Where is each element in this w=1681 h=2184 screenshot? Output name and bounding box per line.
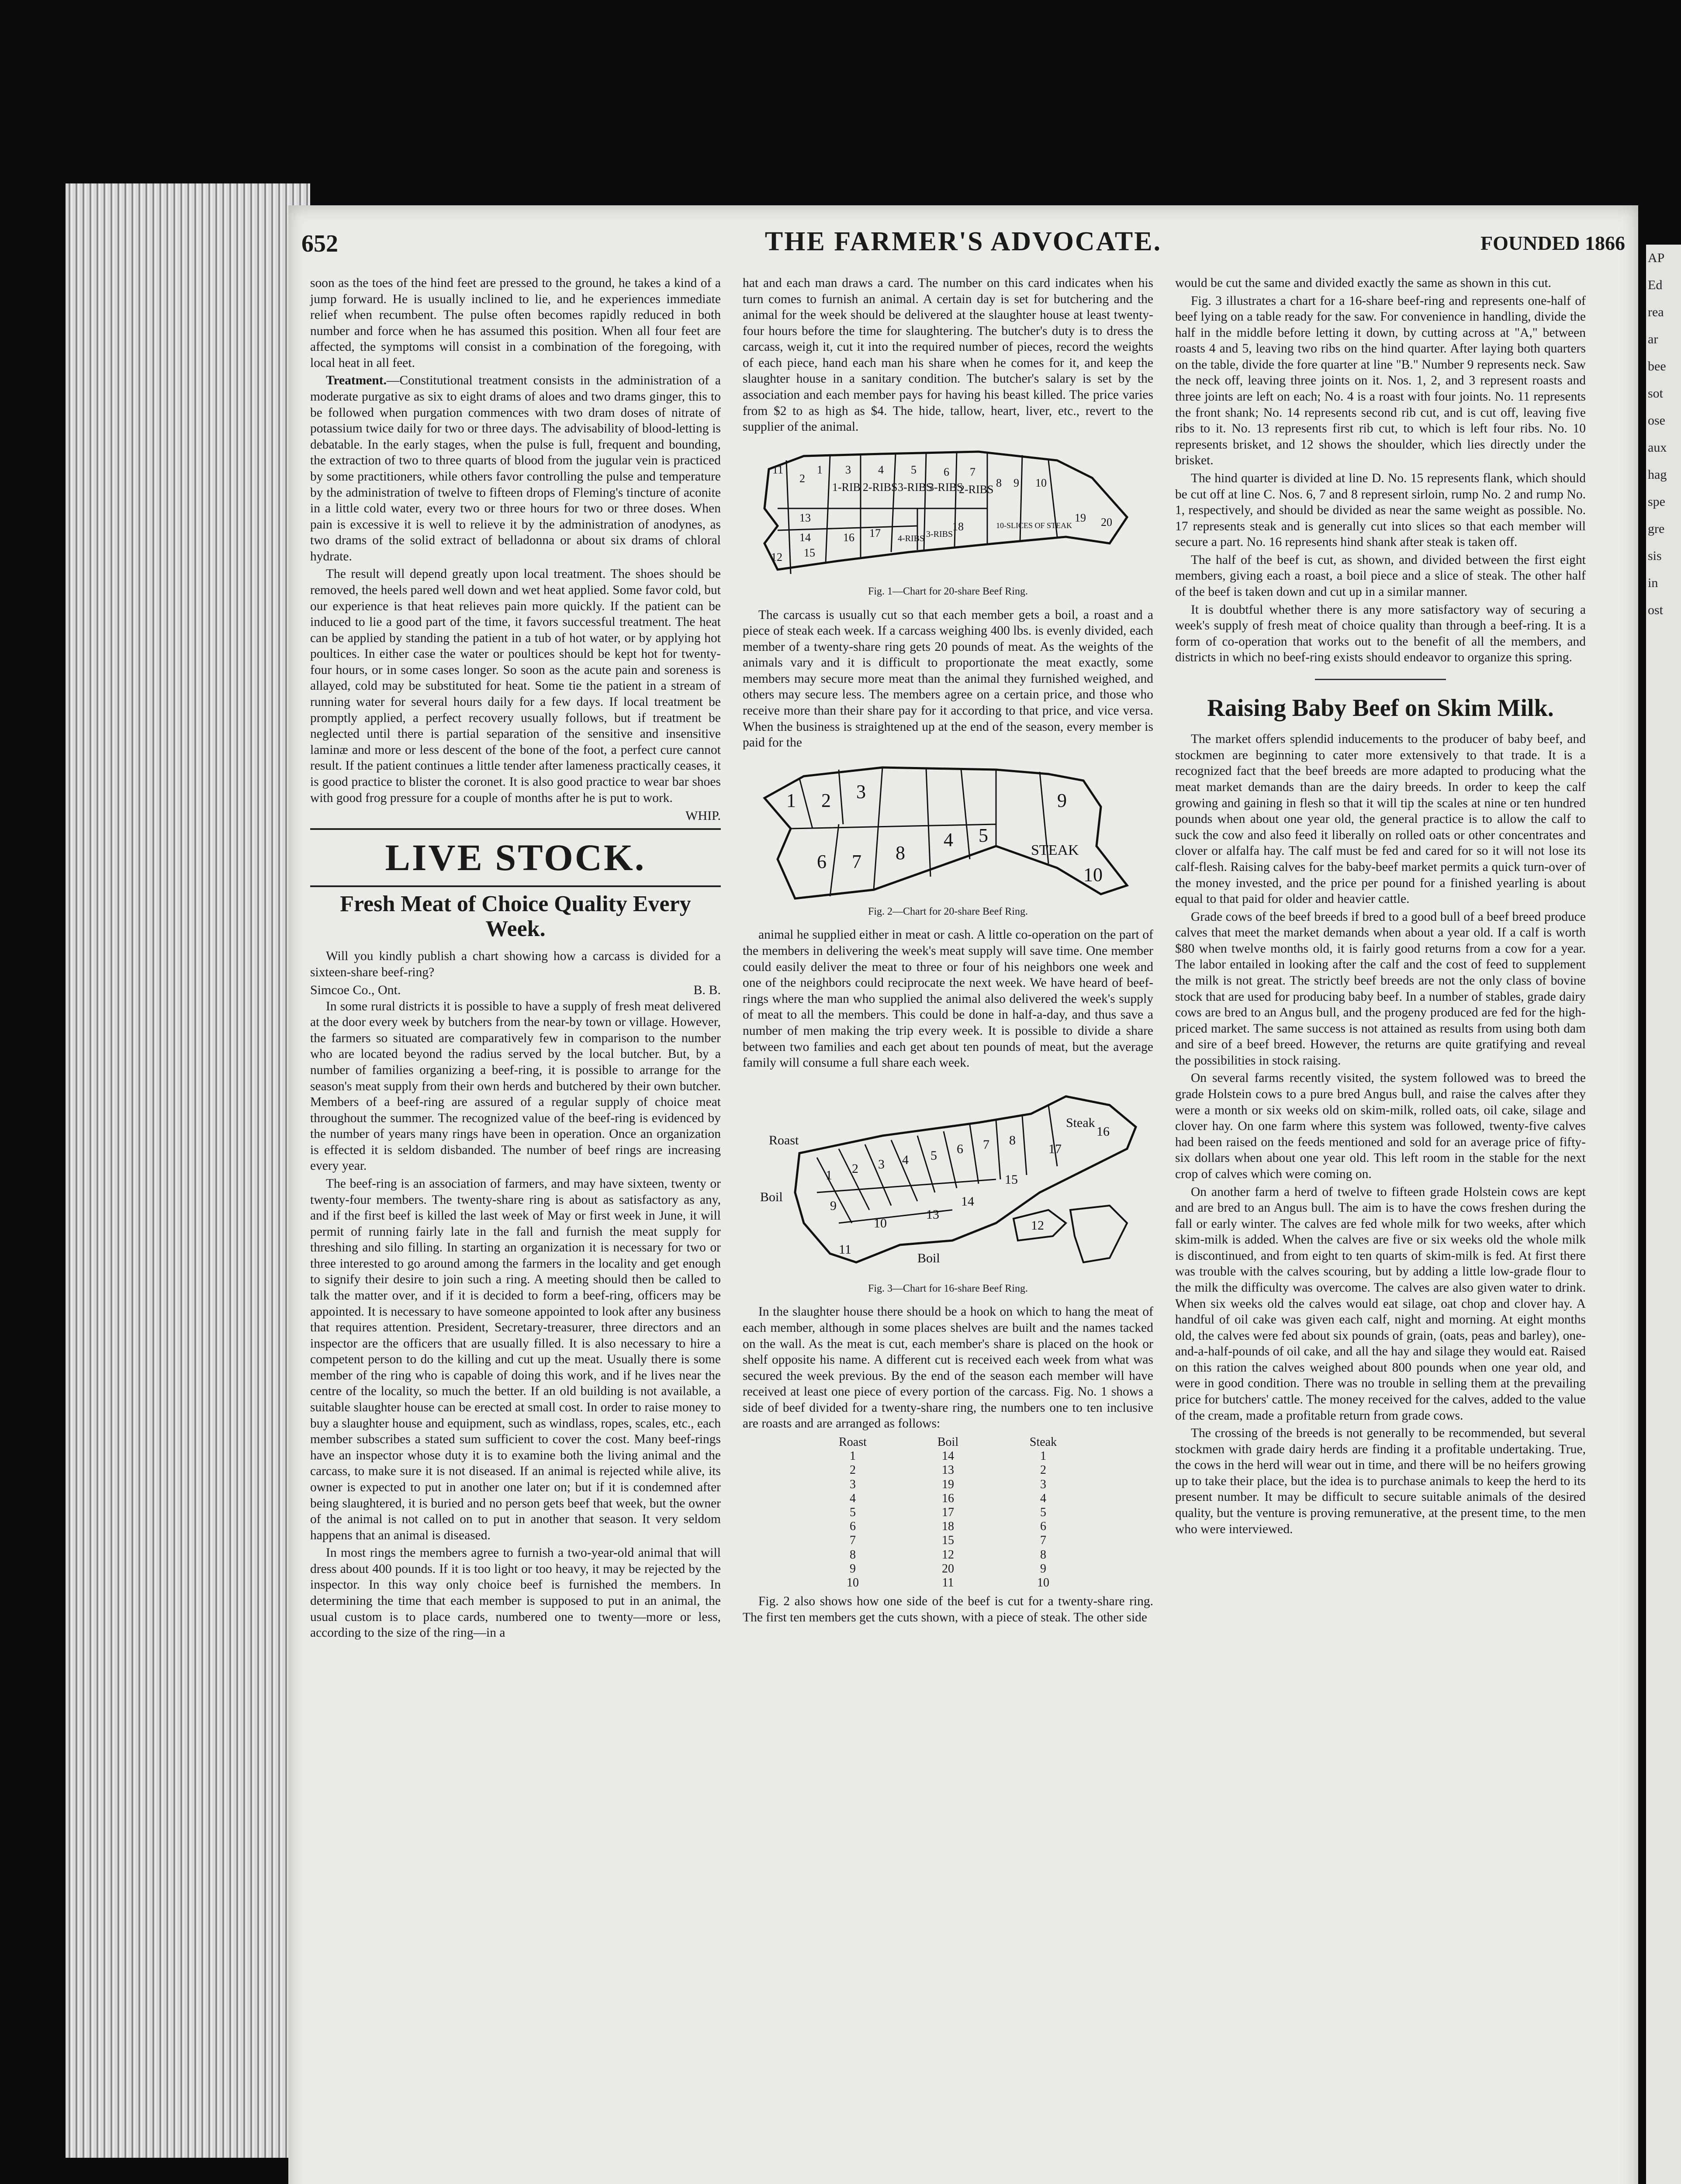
edge-fragment: Ed [1648, 278, 1663, 292]
table-cell: 3 [850, 1477, 856, 1491]
table-cell: 7 [850, 1534, 856, 1548]
treatment-text: —Constitutional treatment consists in the administration of a moderate purgative as six to eight drams of aloes and two drams ginger, this to be followed when purgation commences with two dram doses of nitrate of potassium twice daily for two or three days. The advisability of blood-letting is debatable. In the early stages, when the pulse is full, frequent and bounding, the extraction of two to three quarts of blood from the jugular vein is practiced by some practitioners, while others favor controlling the pulse and temperature by the administration of twelve to fifteen drops of Fleming's tincture of aconite in a little cold water, every two or three hours for two or three doses. When pain is excessive it is well to relieve it by the administration of anodynes, as two drams of the solid extract of belladonna or about six drams of chloral hydrate. [310, 373, 721, 563]
fig1-label: 9 [1013, 476, 1019, 489]
table-row [805, 1548, 1091, 1562]
article-paragraph: In the slaughter house there should be a hook on which to hang the meat of each member, although in some places shelves are built and the names tacked on the wall. As the meat is cut, each member's share is placed on the hook or shelf opposite his name. A different cut is received each week from what was secured the week previous. By the end of the season each member will have received at least one piece of every portion of the carcass. Fig. No. 1 shows a side of beef divided for a twenty-share ring, the numbers one to ten inclusive are roasts and are arranged as follows: [743, 1305, 1153, 1431]
fig2-label: 8 [896, 842, 905, 864]
figure-caption: Fig. 3—Chart for 16-share Beef Ring. [868, 1282, 1028, 1294]
fig3-label: 8 [1009, 1133, 1016, 1147]
table-cell: 9 [1040, 1562, 1046, 1576]
figure-2 [743, 759, 1153, 919]
article-paragraph: The half of the beef is cut, as shown, and divided between the first eight members, giving each a roast, a boil piece and a slice of steak. The other half of the beef is taken down and cut up in a similar manner. [1175, 553, 1586, 599]
fig3-label: 15 [1005, 1172, 1018, 1187]
fig1-label: 7 [970, 465, 975, 478]
fig3-label: 4 [902, 1152, 909, 1167]
fig1-label: 10-SLICES OF STEAK [996, 521, 1072, 530]
newspaper-page [288, 205, 1638, 2184]
fig2-label: 1 [786, 789, 796, 811]
fig1-label: 18 [952, 520, 964, 533]
table-cell: 17 [942, 1506, 954, 1519]
table-cell: 19 [942, 1477, 954, 1491]
figure-3 [743, 1079, 1153, 1296]
fig1-label: 19 [1075, 511, 1086, 524]
treatment-label: Treatment. [326, 373, 387, 388]
question-signature [310, 982, 721, 998]
table-row [805, 1449, 1091, 1463]
table-cell: 1 [850, 1449, 856, 1463]
column-1 [310, 275, 721, 1643]
table-row [805, 1492, 1091, 1506]
fig3-label: 7 [983, 1137, 989, 1152]
table-cell: 2 [1040, 1463, 1046, 1477]
article-paragraph: Fig. 3 illustrates a chart for a 16-share beef-ring and represents one-half of beef lying on a table ready for the saw. For convenience in handling, divide the half in the middle before letting it down, by cutting across at "A," between roasts 4 and 5, leaving two ribs on the hind quarter. After laying both quarters on the table, divide the fore quarter at line "B." Number 9 represents neck. Saw the neck off, leaving three joints on it. Nos. 1, 2, and 3 represent roasts and three joints are left on each; No. 4 is a roast with four joints. No. 11 represents the front shank; No. 14 represents second rib cut, and is cut off, leaving five ribs to it. No. 13 represents first rib cut, to which is left four ribs. No. 10 represents brisket, and 12 shows the shoulder, which lies directly under the brisket. [1175, 294, 1586, 468]
table-cell: 9 [850, 1562, 856, 1576]
fig1-label: 20 [1101, 515, 1112, 529]
article-paragraph: The crossing of the breeds is not generally to be recommended, but several stockmen with grade dairy herds are finding it a profitable undertaking. True, the cows in the herd will wear out in time, and there will be no heifers growing up to take their place, but the idea is to purchase animals to keep the herd to its present number. It may be difficult to secure suitable animals of the desired quality, but the venture is proving remunerative, at the present time, to the men who were interviewed. [1175, 1426, 1586, 1536]
article-paragraph: The beef-ring is an association of farmers, and may have sixteen, twenty or twenty-four members. The twenty-share ring is about as satisfactory as any, and if the first beef is killed the last week of May or first week in June, it will permit of running fairly late in the fall and furnish the meat supply for threshing and silo filling. In starting an organization it is necessary for two or three interested to go around among the farmers in the locality and get enough to signify their desire to join such a ring. A meeting should then be called to talk the matter over, and if it is decided to form a beef-ring, officers may be appointed. It is necessary to have someone appointed to look after any business that requires attention. President, Secretary-treasurer, three directors and an inspector are the officers that are usually filled. It is also necessary to hire a competent person to do the killing and cut up the meat. Usually there is some member of the ring who is capable of doing this work, and if he lives near the centre of the locality, so much the better. If an old building is not available, a suitable slaughter house can be erected at small cost. In order to raise money to buy a slaughter house and equipment, such as windlass, ropes, scales, etc., each member subscribes a stated sum sufficient to cover the cost. Many beef-rings have an inspector whose duty it is to examine both the living animal and the carcass, to make sure it is not diseased. If an animal is rejected while alive, its owner is expected to put in another one later on; but if it is condemned after being slaughtered, it is buried and no person gets beef that week, but the owner of the animal is not called on to put in another that season. It very seldom happens that an animal is diseased. [310, 1176, 721, 1542]
masthead: THE FARMER'S ADVOCATE. [764, 227, 1162, 256]
article-paragraph: would be cut the same and divided exactly the same as shown in this cut. [1175, 276, 1552, 290]
table-cell: 18 [942, 1520, 954, 1534]
fig3-label: 16 [1096, 1124, 1110, 1139]
fig3-label: 6 [957, 1141, 963, 1156]
edge-fragment: aux [1648, 440, 1667, 455]
column-2 [743, 275, 1153, 1627]
table-cell: 5 [1040, 1506, 1046, 1519]
section-rule-bottom [310, 885, 721, 887]
fig1-label: 4-RIBS [898, 533, 925, 543]
figure-caption: Fig. 2—Chart for 20-share Beef Ring. [868, 905, 1028, 917]
table-cell: 16 [942, 1491, 954, 1505]
fig3-label: 11 [839, 1242, 851, 1257]
figure-caption: Fig. 1—Chart for 20-share Beef Ring. [868, 585, 1028, 597]
article-headline-baby-beef: Raising Baby Beef on Skim Milk. [1207, 694, 1554, 722]
edge-fragment: ost [1648, 603, 1664, 617]
fig3-label: 1 [826, 1168, 832, 1182]
table-cell: 6 [850, 1520, 856, 1534]
fig1-label: 3-RIBS [898, 480, 933, 494]
article-paragraph: animal he supplied either in meat or cash. A little co-operation on the part of the members in delivering the week's meat supply will save time. One member could easily deliver the meat to three or four of his neighbors one week and one of the neighbors could reciprocate the next week. We have heard of beef-rings where the man who supplied the animal also delivered the week's supply of meat to all the members. This could be done in half-a-day, and thus save a number of men making the trip every week. It is possible to divide a share between two families and each get about ten pounds of meat, but the average family will consume a full share each week. [743, 928, 1153, 1070]
edge-fragment: AP [1648, 251, 1665, 265]
fig2-label: 5 [979, 824, 988, 846]
article-paragraph: Fig. 2 also shows how one side of the beef is cut for a twenty-share ring. The first ten members get the cuts shown, with a piece of steak. The other side [743, 1594, 1153, 1624]
fig1-label: 3-RIBS [928, 480, 963, 494]
fig1-label: 1-RIB [832, 480, 861, 494]
adjacent-page-edge [1646, 245, 1681, 2184]
fig3-label: 9 [830, 1198, 837, 1213]
table-row [805, 1478, 1091, 1492]
table-cell: 3 [1040, 1477, 1046, 1491]
table-cell: 4 [850, 1491, 856, 1505]
table-cell: 1 [1040, 1449, 1046, 1463]
fig3-label: 3 [878, 1157, 885, 1171]
fig1-label: 5 [911, 463, 917, 476]
fig3-label: Roast [769, 1133, 799, 1147]
table-cell: 10 [1037, 1576, 1049, 1590]
intro-paragraph: soon as the toes of the hind feet are pressed to the ground, he takes a kind of a jump forward. He is usually inclined to lie, and he experiences immediate relief when recumbent. The pulse often becomes rapidly reduced in both number and force when he has assumed this position. When all four feet are affected, the symptoms will consist in a combination of the foregoing, with local heat in all feet. [310, 276, 721, 370]
beef-chart-20-share-a [751, 443, 1145, 583]
fig3-label: 12 [1031, 1218, 1044, 1233]
table-cell: 13 [942, 1463, 954, 1477]
section-title: LIVE STOCK. [385, 836, 646, 879]
article-paragraph: The market offers splendid inducements to the producer of baby beef, and stockmen are beginning to cater more extensively to that trade. It is a recognized fact that the beef breeds are more adapted to producing what the meat market demands than are the dairy breeds. In order to keep the calf growing and gaining in flesh so that it will tip the scales at nine or ten hundred pounds when about one year old, the general practice is to allow the calf to suck the cow and also feed it liberally on rolled oats or other concentrates and clover or alfalfa hay. The calf must be fed and cared for so it will not lose its calf-flesh. Raising calves for the baby-beef market permits a quick turn-over of the money invested, and the price per pound for a finished yearling is about equal to that paid for older and heavier cattle. [1175, 732, 1586, 906]
table-cell: 5 [850, 1506, 856, 1519]
fig1-label: 11 [772, 463, 784, 476]
fig3-label: 10 [874, 1216, 887, 1230]
article-paragraph: The carcass is usually cut so that each member gets a boil, a roast and a piece of steak each week. If a carcass weighing 400 lbs. is evenly divided, each member of a twenty-share ring gets 20 pounds of meat. As the weights of the animals vary and it is difficult to proportionate the meat exactly, some members may secure more meat than the animal they furnished weighed, and others may secure less. The members agree on a certain price, and those who receive more than their share pay for it according to that price, and vice versa. When the business is straightened up at the end of the season, every member is paid for the [743, 608, 1153, 750]
beef-chart-20-share-b [751, 759, 1145, 903]
fig1-label: 12 [771, 550, 782, 563]
fig2-label: 7 [852, 850, 861, 872]
founded-label: FOUNDED 1866 [1480, 232, 1625, 254]
table-cell: 8 [1040, 1548, 1046, 1562]
article-paragraph: On several farms recently visited, the system followed was to breed the grade Holstein cows to a pure bred Angus bull, and raise the calves after they were a month or six weeks old on skim-milk, rolled oats, oil cake, silage and clover hay. On one farm where this system was followed, twenty-five calves had been raised on the feeds mentioned and sold for an average price of fifty-six dollars when about one year old. This left room in the stable for the next crop of calves which were coming on. [1175, 1071, 1586, 1181]
fig3-label: 17 [1048, 1141, 1062, 1156]
fig3-label: Boil [760, 1189, 783, 1204]
fig1-label: 3 [845, 463, 851, 476]
edge-fragment: ose [1648, 413, 1665, 428]
edge-fragment: in [1648, 576, 1658, 590]
fig2-label: 3 [856, 781, 866, 802]
edge-fragment: spe [1648, 494, 1665, 509]
section-rule [310, 828, 721, 830]
fig2-label: 4 [944, 829, 953, 850]
table-cell: 7 [1040, 1534, 1046, 1548]
fig1-label: 15 [804, 546, 815, 559]
question-initials: B. B. [693, 983, 721, 998]
table-cell: 6 [1040, 1520, 1046, 1534]
result-paragraph: The result will depend greatly upon local treatment. The shoes should be removed, the heels pared well down and wet heat applied. Some favor cold, but our experience is that heat relieves pain more quickly. If the patient can be induced to lie a good part of the time, it favors successful treatment. The heat can be applied by standing the patient in a tub of hot water, or by applying hot poultices. In either case the water or poultices should be kept hot for twenty-four hours, or in some cases longer. So soon as the acute pain and soreness is allayed, cold may be substituted for heat. Some tie the patient in a stream of running water for several hours daily for a few days. If local treatment be promptly applied, a perfect recovery usually follows, but if treatment be neglected until there is partial separation of the sensitive and insensitive laminæ and more or less descent of the bone of the foot, a perfect cure cannot result. If the patient continues a little tender after lameness practically ceases, it is good practice to blister the coronet. It is also good practice to wear bar shoes with good frog pressure for a couple of months after he is put to work. [310, 567, 721, 805]
table-cell: 15 [942, 1534, 954, 1548]
fig3-label: 13 [926, 1207, 939, 1222]
table-row [805, 1534, 1091, 1548]
table-cell: 2 [850, 1463, 856, 1477]
edge-fragment: ar [1648, 332, 1658, 346]
article-paragraph: It is doubtful whether there is any more satisfactory way of securing a week's supply of fresh meat of choice quality than through a beef-ring. It is a form of co-operation that works out to the benefit of all the members, and districts in which no beef-ring exists should endeavor to organize this spring. [1175, 602, 1586, 665]
signature: WHIP. [685, 809, 721, 823]
reader-question: Will you kindly publish a chart showing how a carcass is divided for a sixteen-share beef-ring? [310, 949, 721, 979]
table-header-row [805, 1435, 1091, 1449]
article-divider [1315, 679, 1446, 680]
fig2-label: 10 [1083, 864, 1103, 885]
treatment-paragraph [310, 373, 721, 564]
fig1-label: 1 [817, 463, 823, 476]
table-cell: 11 [942, 1576, 954, 1590]
table-cell: 8 [850, 1548, 856, 1562]
article-paragraph: On another farm a herd of twelve to fifteen grade Holstein cows are kept and are bred to an Angus bull. The aim is to have the cows freshen during the fall or early winter. The calves are fed whole milk for two weeks, after which skim-milk is added. When the calves are five or six weeks old the whole milk is discontinued, and from eight to ten quarts of skim-milk is fed. At first there was trouble with the calves scouring, but by adding a little low-grade flour to the milk the difficulty was overcome. The calves are also given water to drink. When six weeks old the calves would eat silage, oat chop and clover hay. A handful of oil cake was given each calf, night and morning. At eight months old, the calves were fed about six pounds of grain, (oats, peas and barley), one-and-a-half-pounds of oil cake, and all the hay and silage they would eat. Raised on this ration the calves weighed about 800 pounds when one year old, and were in good condition. There was no trouble in selling them at the prevailing price for butchers' cattle. The money received for the calves, added to the value of the cream, made a profitable return from grade cows. [1175, 1185, 1586, 1423]
fig1-label: 4 [878, 463, 884, 476]
fig2-label: 6 [817, 850, 827, 872]
table-header: Boil [937, 1435, 959, 1449]
article-headline: Fresh Meat of Choice Quality Every Week. [340, 891, 691, 942]
fig3-label: Boil [917, 1251, 940, 1265]
fig1-label: 8 [996, 476, 1002, 489]
table-cell: 12 [942, 1548, 954, 1562]
table-row [805, 1506, 1091, 1520]
edge-fragment: sis [1648, 549, 1662, 563]
fig2-label: 9 [1057, 789, 1067, 811]
fig1-label: 3-RIBS [926, 529, 953, 539]
figure-1 [743, 443, 1153, 598]
table-row [805, 1463, 1091, 1477]
book-page-edges [66, 183, 310, 2158]
table-header: Roast [839, 1435, 867, 1449]
edge-fragment: bee [1648, 359, 1666, 373]
fig1-label: 14 [799, 531, 811, 544]
fig1-label: 13 [799, 511, 811, 524]
table-header: Steak [1029, 1435, 1057, 1449]
beef-chart-16-share [751, 1079, 1145, 1280]
fig1-label: 10 [1035, 476, 1047, 489]
cuts-table [805, 1435, 1091, 1590]
edge-fragment: rea [1648, 305, 1664, 319]
fig2-label: STEAK [1031, 842, 1079, 858]
page-number: 652 [301, 230, 338, 257]
table-cell: 10 [847, 1576, 859, 1590]
table-row [805, 1520, 1091, 1534]
signature-line [310, 808, 721, 824]
fig3-label: 14 [961, 1194, 974, 1209]
fig3-label: 2 [852, 1161, 858, 1176]
fig3-label: Steak [1066, 1115, 1095, 1130]
table-cell: 20 [942, 1562, 954, 1576]
fig1-label: 6 [944, 465, 949, 478]
article-paragraph: The hind quarter is divided at line D. No. 15 represents flank, which should be cut off at line C. Nos. 6, 7 and 8 represent sirloin, rump No. 2 and rump No. 1, respectively, and should be divided as near the same weight as possible. No. 17 represents steak and is generally cut into slices so that each member will secure a part. No. 16 represents hind shank after steak is taken off. [1175, 471, 1586, 549]
edge-fragment: sot [1648, 386, 1664, 401]
article-paragraph: In some rural districts it is possible to have a supply of fresh meat delivered at the door every week by butchers from the near-by town or village. However, the farmers so situated are comparatively few in comparison to the number who are located beyond the radius served by the local butcher. But, by a number of families organizing a beef-ring, it is possible to arrange for the season's meat supply from their own herds and butchered by their own butcher. Members of a beef-ring are assured of a regular supply of choice meat throughout the summer. The recognized value of the beef-ring is evidenced by the number of years many rings have been in operation. Once an organization is effected it is seldom disbanded. The number of beef rings are increasing every year. [310, 999, 721, 1173]
table-cell: 4 [1040, 1491, 1046, 1505]
fig1-label: 16 [843, 531, 854, 544]
fig1-label: 2 [799, 472, 805, 485]
table-row [805, 1576, 1091, 1590]
column-3 [1175, 275, 1586, 1539]
article-paragraph: In most rings the members agree to furnish a two-year-old animal that will dress about 400 pounds. If it is too light or too heavy, it may be rejected by the inspector. In this way only choice beef is furnished the members. In determining the time that each member is supposed to put in an animal, the usual custom is to place cards, numbered one to twenty—more or less, according to the size of the ring—in a [310, 1546, 721, 1640]
edge-fragment: gre [1648, 522, 1665, 536]
fig2-label: 2 [821, 789, 831, 811]
fig1-label: 2-RIBS [959, 483, 994, 496]
article-paragraph: Grade cows of the beef breeds if bred to a good bull of a beef breed produce calves that meet the market demands when about a year old. If a calf is worth $80 when twelve months old, it is fairly good returns from a cow for a year. The labor entailed in looking after the calf and the cost of feed to supplement the milk is not great. The strictly beef breeds are not the only class of bovine stock that are used for producing baby beef. In a number of stables, grade dairy cows are bred to an Angus bull, and the progeny produced are fed for the high-priced market. The same success is not attained as results from using both dam and sire of a beef breed. However, the returns are quite gratifying and reveal the possibilities in stock raising. [1175, 909, 1586, 1068]
page-header [301, 226, 1625, 266]
fig1-label: 17 [869, 526, 881, 539]
table-row [805, 1562, 1091, 1576]
fig1-label: 2-RIBS [863, 480, 898, 494]
edge-fragment: hag [1648, 467, 1667, 482]
article-paragraph: hat and each man draws a card. The number on this card indicates when his turn comes to furnish an animal. A certain day is set for butchering and the animal for the week should be delivered at the slaughter house at least twenty-four hours before the time for slaughtering. The butcher's duty is to dress the carcass, weigh it, cut it into the required number of pieces, record the weights of each piece, hand each man his share when he comes for it, and keep the slaughter house in a sanitary condition. The butcher's salary is set by the association and each member pays for having his beast killed. The price varies from $2 to as high as $4. The hide, tallow, heart, liver, etc., revert to the supplier of the animal. [743, 276, 1153, 434]
fig3-label: 5 [930, 1148, 937, 1163]
question-place: Simcoe Co., Ont. [310, 983, 401, 998]
table-cell: 14 [942, 1449, 954, 1463]
